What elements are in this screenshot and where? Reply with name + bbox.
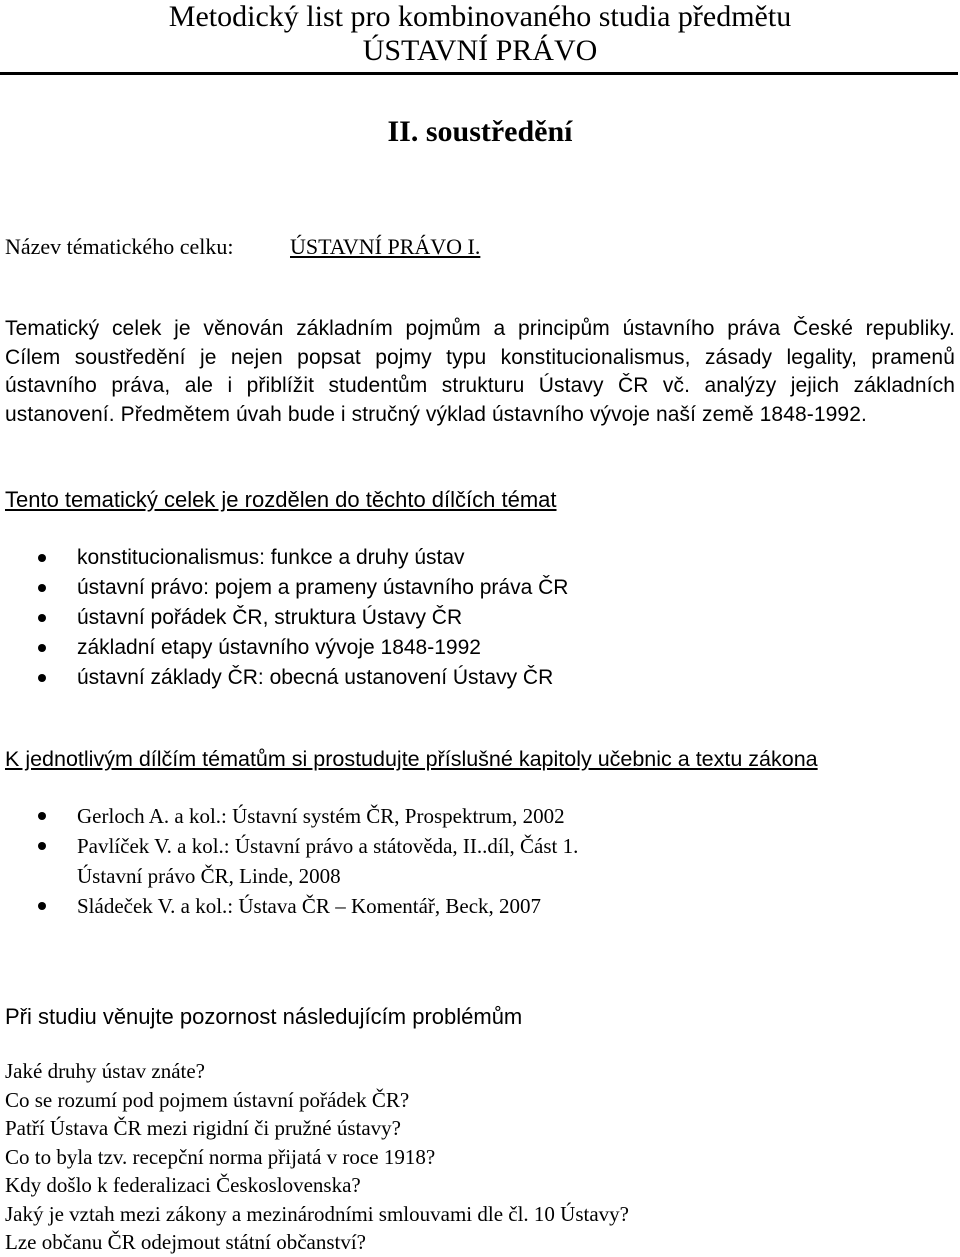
theme-value: ÚSTAVNÍ PRÁVO I. <box>290 234 481 259</box>
bullet-icon <box>38 554 46 562</box>
bullet-icon <box>38 584 46 592</box>
session-subtitle: II. soustředění <box>387 115 573 148</box>
book-text: Pavlíček V. a kol.: Ústavní právo a státověda, II..díl, Část 1. <box>77 834 579 858</box>
list-item <box>0 573 568 603</box>
topic-text: ústavní právo: pojem a prameny ústavního práva ČR <box>77 576 569 599</box>
bullet-icon <box>38 614 46 622</box>
question-item: Lze občanu ČR odejmout státní občanství? <box>5 1230 366 1254</box>
intro-line: ústavního práva, ale i přiblížit studentům strukturu Ústavy ČR vč. analýzy jejich základních <box>5 374 955 397</box>
question-item: Co to byla tzv. recepční norma přijatá v roce 1918? <box>5 1144 436 1169</box>
question-item: Kdy došlo k federalizaci Československa? <box>5 1173 361 1197</box>
intro-line: Tematický celek je věnován základním pojmům a principům ústavního práva České republiky. <box>5 317 955 340</box>
document-title-line1: Metodický list pro kombinovaného studia předmětu <box>168 0 792 33</box>
topic-text: konstitucionalismus: funkce a druhy ústav <box>77 546 465 569</box>
bullet-icon <box>38 902 46 910</box>
title-divider <box>0 72 958 75</box>
list-item <box>0 801 578 831</box>
question-item: Jaký je vztah mezi zákony a mezinárodními smlouvami dle čl. 10 Ústavy? <box>5 1201 629 1226</box>
topic-text: ústavní pořádek ČR, struktura Ústavy ČR <box>77 606 463 629</box>
intro-line: ustanovení. Předmětem úvah bude i stručný výklad ústavního vývoje naší země 1848-1992. <box>5 402 867 426</box>
list-item <box>0 831 578 891</box>
intro-line: Cílem soustředění je nejen popsat pojmy typu konstitucionalismus, zásady legality, pramenů <box>5 345 955 369</box>
list-item <box>0 663 568 693</box>
book-continuation: Ústavní právo ČR, Linde, 2008 <box>77 864 341 888</box>
bullet-icon <box>38 644 46 652</box>
question-item: Co se rozumí pod pojmem ústavní pořádek ČR? <box>5 1087 410 1112</box>
list-item <box>0 633 568 663</box>
theme-row <box>5 233 480 261</box>
literature-list <box>0 801 578 921</box>
bullet-icon <box>38 812 46 820</box>
bullet-icon <box>38 674 46 682</box>
bullet-icon <box>38 842 46 850</box>
question-item: Patří Ústava ČR mezi rigidní či pružné ústavy? <box>5 1116 401 1140</box>
theme-label: Název tématického celku: <box>5 234 234 259</box>
topics-list <box>0 543 568 693</box>
book-text: Gerloch A. a kol.: Ústavní systém ČR, Prospektrum, 2002 <box>77 804 565 828</box>
list-item <box>0 891 578 921</box>
topics-heading: Tento tematický celek je rozdělen do těchto dílčích témat <box>5 487 557 512</box>
literature-heading: K jednotlivým dílčím tématům si prostudujte příslušné kapitoly učebnic a textu zákona <box>5 747 818 771</box>
problems-heading: Při studiu věnujte pozornost následujícím problémům <box>5 1004 523 1029</box>
document-title-line2: ÚSTAVNÍ PRÁVO <box>362 34 598 67</box>
list-item <box>0 603 568 633</box>
topic-text: ústavní základy ČR: obecná ustanovení Ústavy ČR <box>77 666 554 689</box>
question-item: Jaké druhy ústav znáte? <box>5 1059 206 1083</box>
book-text: Sládeček V. a kol.: Ústava ČR – Komentář, Beck, 2007 <box>77 894 542 918</box>
questions-list <box>5 1057 629 1257</box>
intro-paragraph <box>5 315 955 429</box>
list-item <box>0 543 568 573</box>
topic-text: základní etapy ústavního vývoje 1848-1992 <box>77 636 481 659</box>
